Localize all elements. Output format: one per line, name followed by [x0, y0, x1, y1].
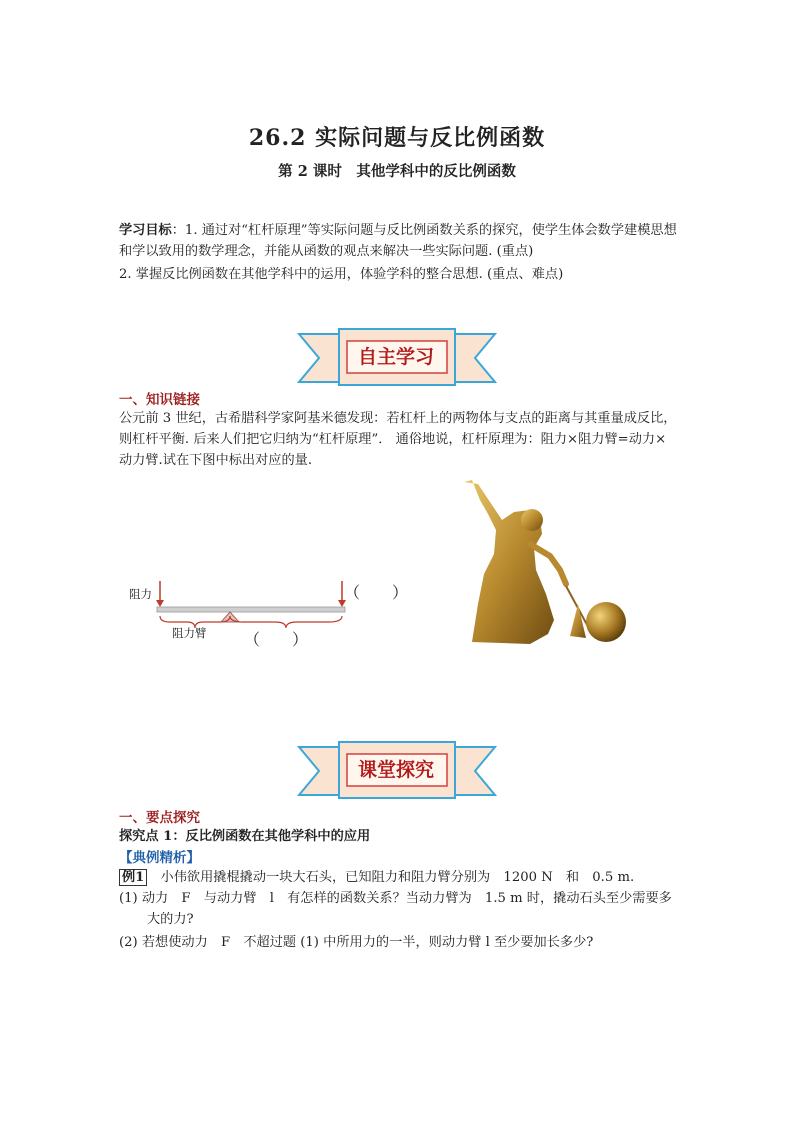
example-1 [119, 867, 679, 888]
blank-top: （ ） [344, 583, 409, 602]
page-title: 26.2 实际问题与反比例函数 [248, 125, 546, 151]
example-1-label: 例1 [119, 869, 147, 886]
resistance-arm-label: 阻力臂 [172, 626, 207, 640]
example-1-text: 小伟欲用撬棍撬动一块大石头，已知阻力和阻力臂分别为 1200 N 和 0.5 m. [147, 870, 635, 885]
learning-objectives [119, 220, 679, 262]
inquiry-point-title: 探究点 1：反比例函数在其他学科中的应用 [119, 829, 371, 844]
banner-classroom-inquiry-label: 课堂探究 [357, 759, 434, 781]
blank-bottom: （ ） [244, 630, 309, 649]
question-2: (2) 若想使动力 F 不超过题 (1) 中所用力的一半，则动力臂 l 至少要加长多少? [119, 935, 594, 950]
section-heading-key-points: 一、要点探究 [119, 810, 200, 826]
page-subtitle: 第 2 课时 其他学科中的反比例函数 [278, 163, 516, 180]
objective-1: ：1. 通过对“杠杆原理”等实际问题与反比例函数关系的探究，使学生体会数学建模思想和学以致用的数学理念，并能从函数的观点来解决一些实际问题. (重点) [119, 223, 677, 259]
knowledge-link-text: 公元前 3 世纪，古希腊科学家阿基米德发现：若杠杆上的两物体与支点的距离与其重量成反比，则杠杆平衡. 后来人们把它归纳为“杠杆原理”． 通俗地说，杠杆原理为：阻力×阻力臂=动力×动力臂.试在下图中标出对应的量. [119, 411, 677, 468]
objectives-label: 学习目标 [119, 223, 172, 238]
resistance-label: 阻力 [129, 587, 152, 601]
section-heading-knowledge-link: 一、知识链接 [119, 392, 200, 408]
banner-self-study [297, 326, 497, 388]
example-analysis-tag: 【典例精析】 [119, 850, 200, 866]
question-1: (1) 动力 F 与动力臂 l 有怎样的函数关系？当动力臂为 1.5 m 时，撬动石头至少需要多大的力? [119, 891, 672, 927]
banner-classroom-inquiry [297, 739, 497, 801]
objective-2: 2. 掌握反比例函数在其他学科中的运用，体验学科的整合思想. (重点、难点) [119, 267, 564, 282]
banner-self-study-label: 自主学习 [357, 346, 434, 368]
archimedes-statue-image [450, 474, 630, 650]
